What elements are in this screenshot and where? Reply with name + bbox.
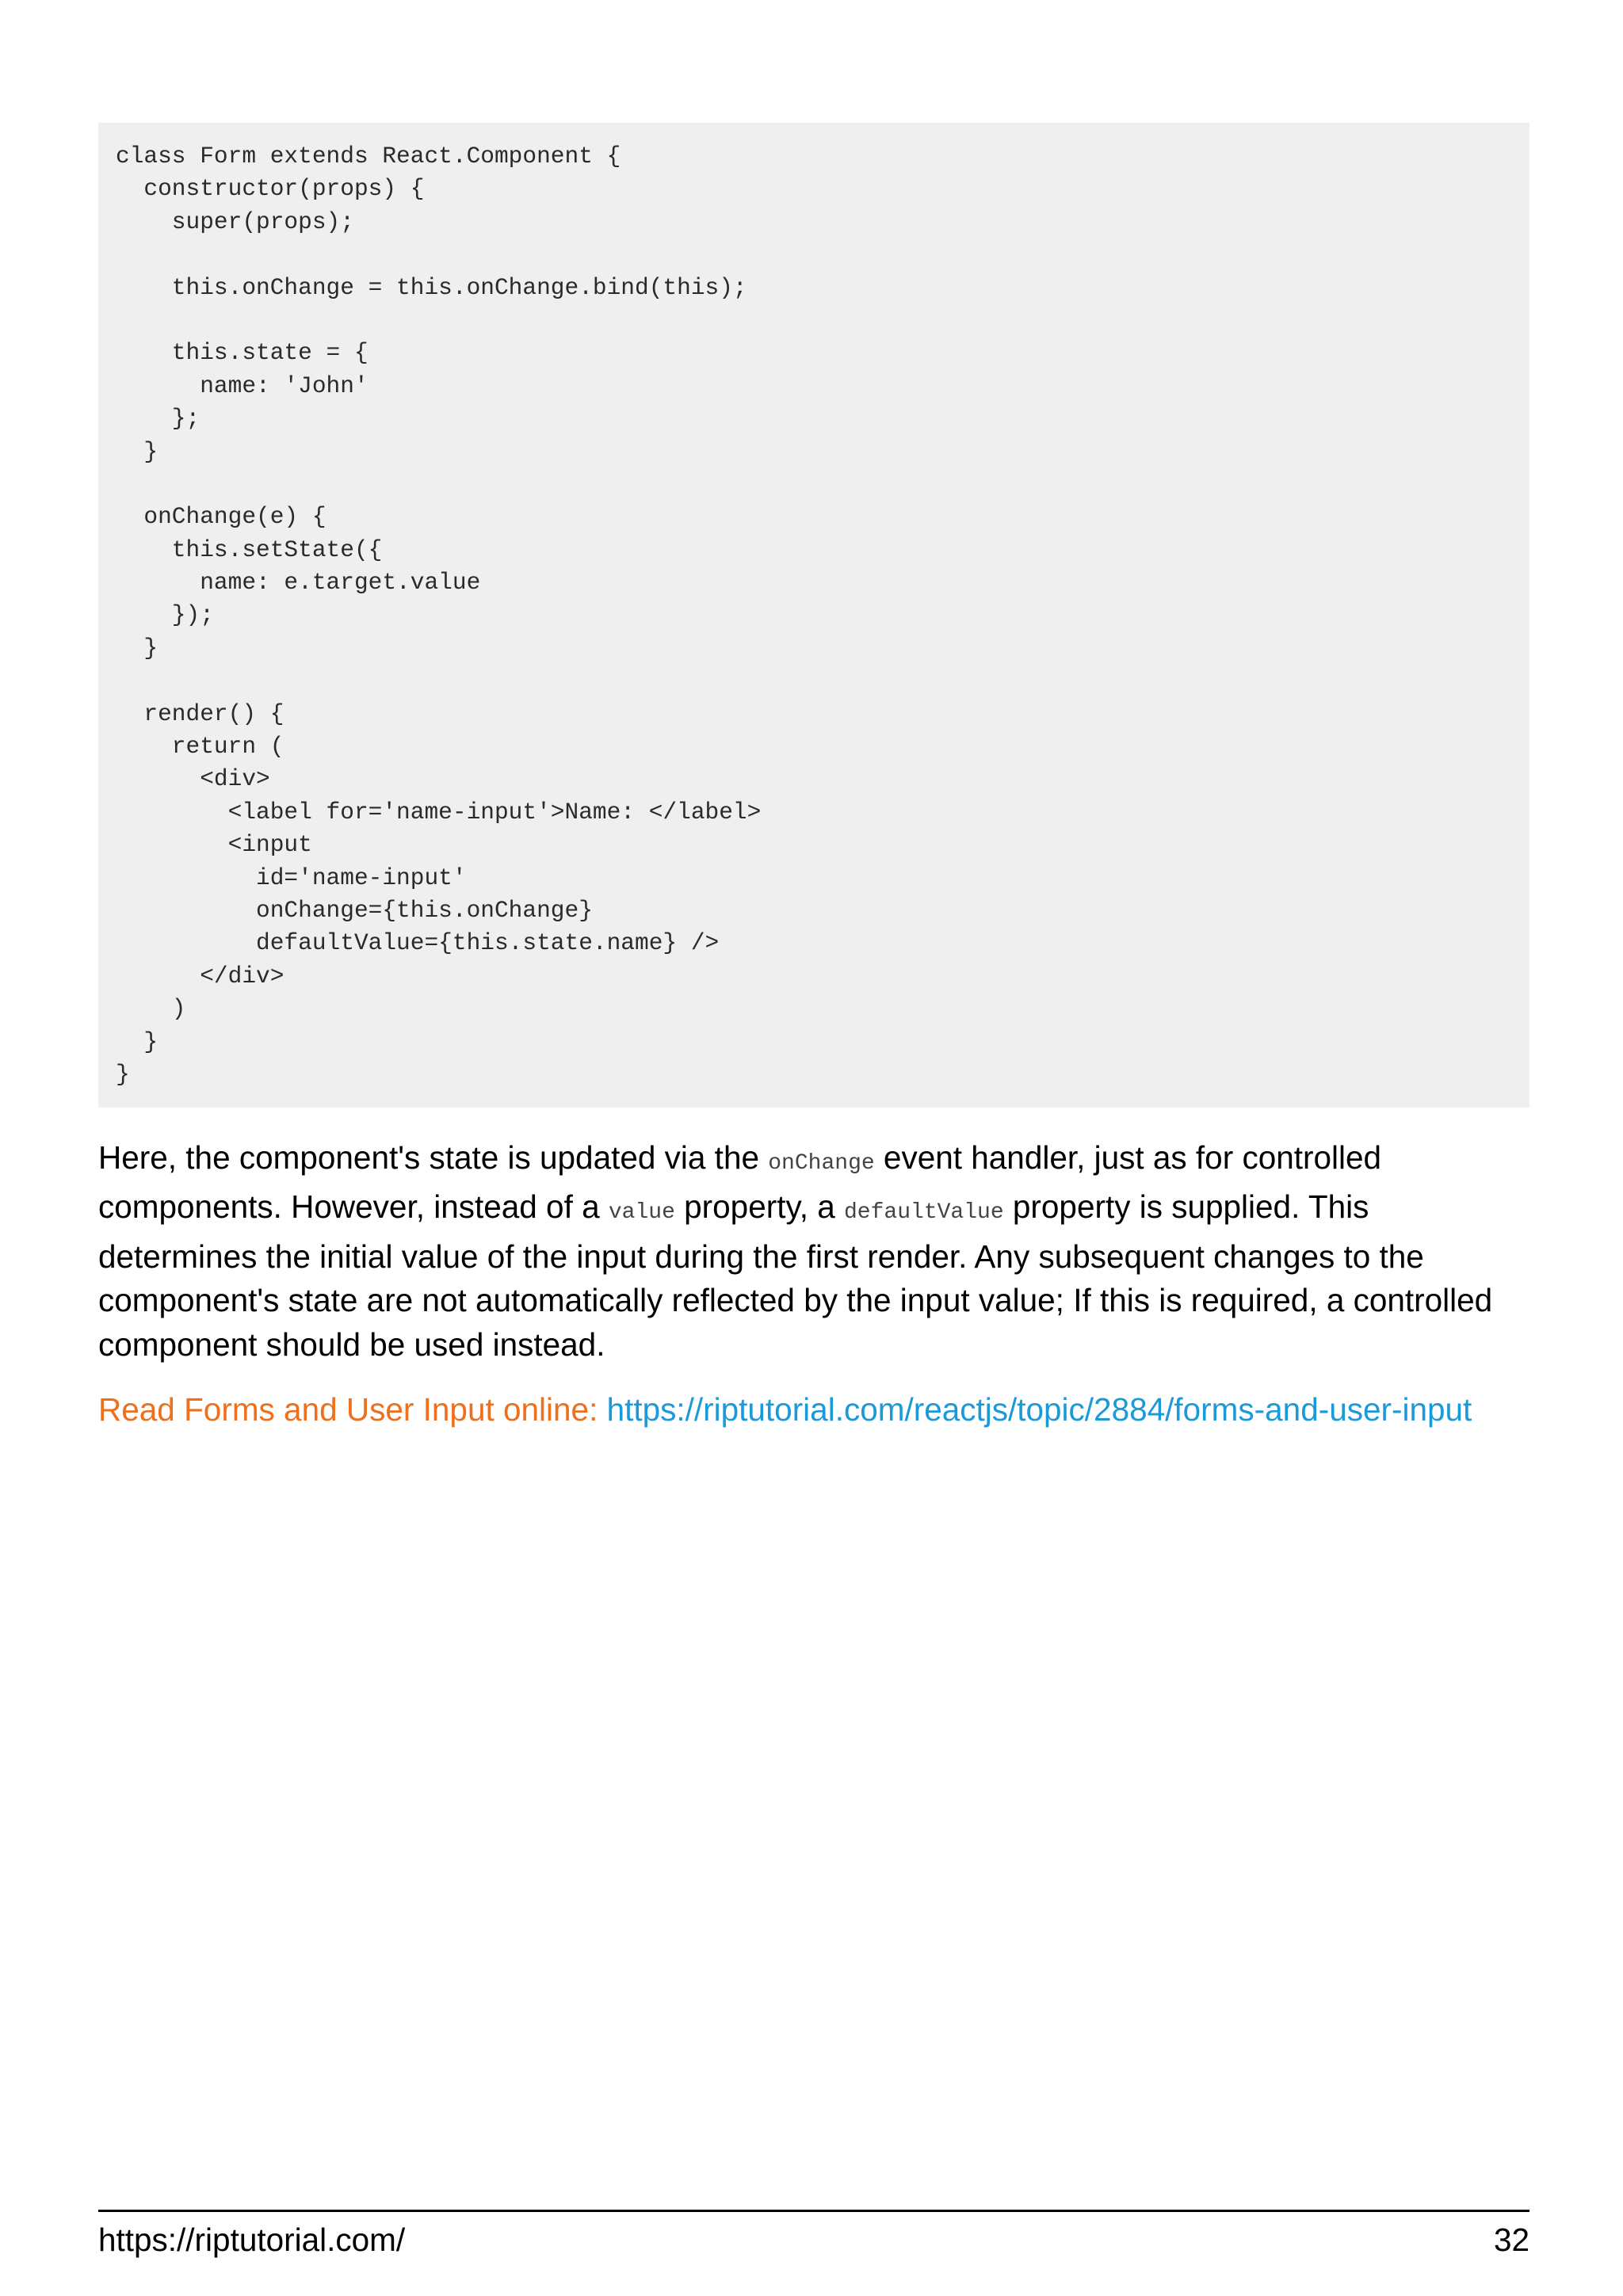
footer-divider	[98, 2210, 1529, 2212]
inline-code-value: value	[608, 1200, 675, 1226]
code-line: };	[116, 405, 200, 433]
code-line: render() {	[116, 700, 285, 727]
code-line: defaultValue={this.state.name} />	[116, 929, 720, 957]
code-line: });	[116, 601, 214, 629]
code-line	[116, 665, 1512, 697]
code-line: }	[116, 1060, 130, 1088]
code-line: class Form extends React.Component {	[116, 143, 621, 170]
topic-link[interactable]: https://riptutorial.com/reactjs/topic/2884/forms-and-user-input	[606, 1391, 1472, 1428]
explanation-paragraph	[98, 1136, 1533, 1367]
inline-code-onchange: onChange	[768, 1151, 875, 1176]
code-line: }	[116, 634, 158, 662]
paragraph-text: event handler, just as for controlled components. However, instead of a	[98, 1139, 1382, 1226]
paragraph-text: property is supplied. This determines the initial value of the input during the first render. Any subsequent changes to the component's state are not automatically reflected by the input value; If this is required, a controlled component should be used instead.	[98, 1188, 1493, 1363]
inline-code-defaultvalue: defaultValue	[844, 1200, 1004, 1226]
code-line: onChange(e) {	[116, 503, 327, 531]
code-line: onChange={this.onChange}	[116, 896, 593, 924]
code-line	[116, 468, 1512, 501]
code-line: this.state = {	[116, 339, 369, 367]
code-block	[98, 123, 1529, 1108]
code-line: this.setState({	[116, 536, 383, 563]
code-line: constructor(props) {	[116, 175, 425, 203]
code-line: name: e.target.value	[116, 569, 481, 597]
code-line: return (	[116, 733, 285, 761]
code-line: </div>	[116, 962, 285, 990]
code-line: id='name-input'	[116, 864, 467, 891]
code-line: <div>	[116, 765, 270, 793]
page-number: 32	[1493, 2222, 1529, 2258]
footer-url: https://riptutorial.com/	[98, 2222, 406, 2258]
code-line: <input	[116, 831, 312, 859]
code-line	[116, 304, 1512, 337]
code-line: super(props);	[116, 208, 354, 235]
code-line: name: 'John'	[116, 372, 369, 399]
code-line: <label for='name-input'>Name: </label>	[116, 798, 762, 826]
read-online-line	[98, 1388, 1533, 1432]
code-line: }	[116, 437, 158, 465]
code-line: )	[116, 995, 186, 1023]
code-line: this.onChange = this.onChange.bind(this);	[116, 273, 747, 301]
paragraph-text: property, a	[674, 1188, 844, 1226]
code-line: }	[116, 1028, 158, 1055]
paragraph-text: Here, the component's state is updated via the	[98, 1139, 769, 1176]
read-online-prefix: Read Forms and User Input online:	[98, 1391, 607, 1428]
code-line	[116, 238, 1512, 271]
